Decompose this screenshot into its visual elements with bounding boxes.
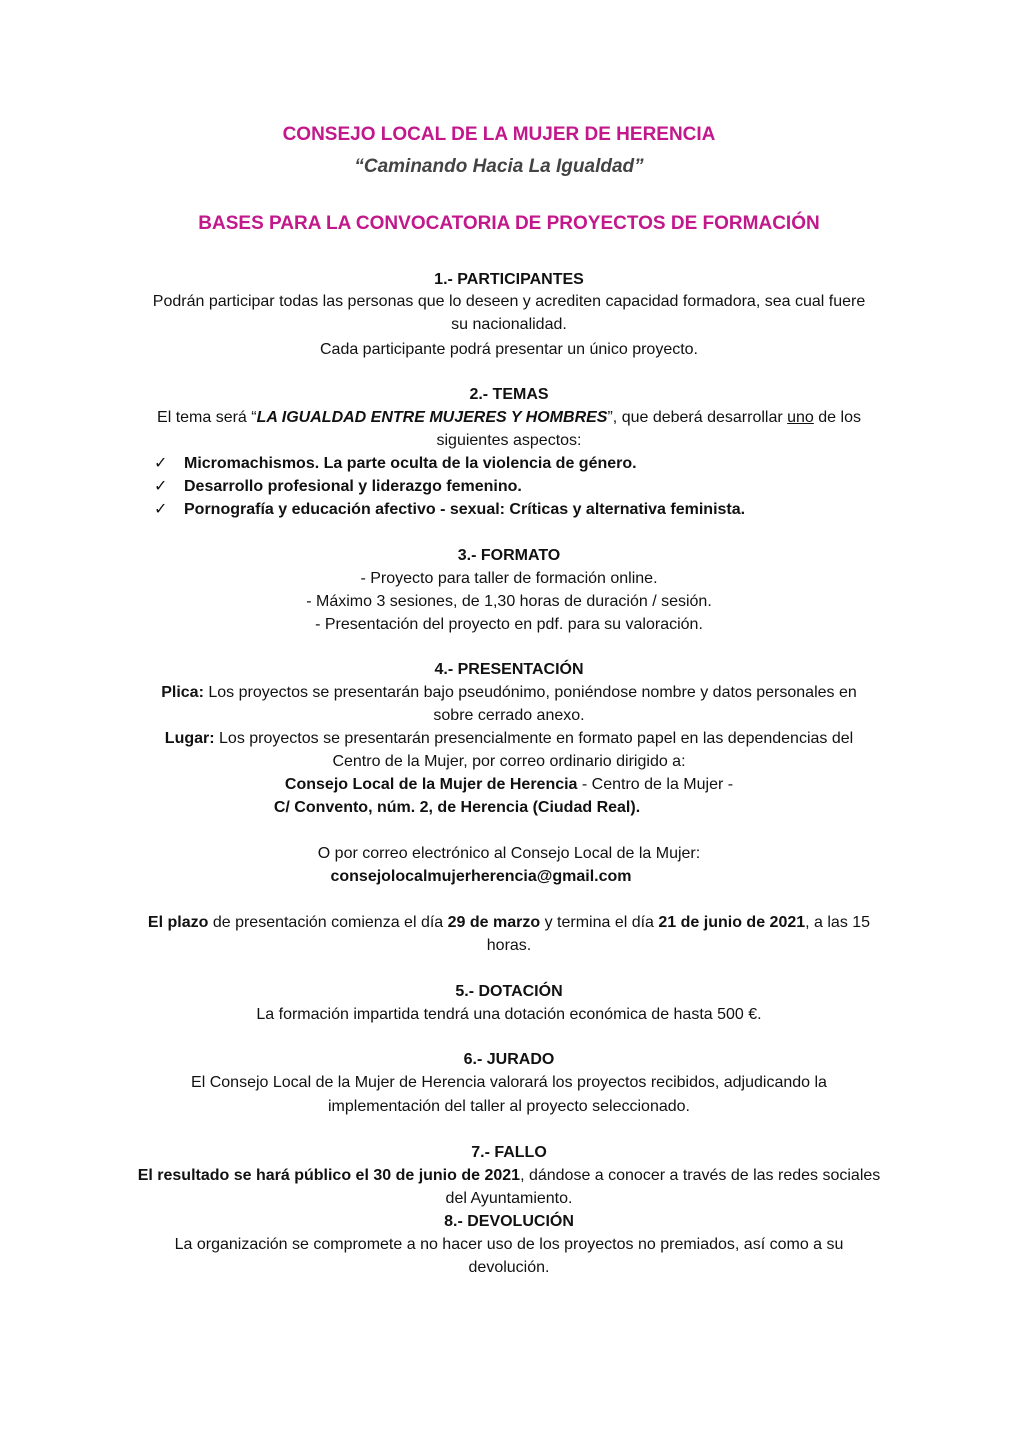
participantes-text-1: Podrán participar todas las personas que lo deseen y acrediten capacidad formadora, sea cual fuere — [152, 293, 866, 310]
address-bold: Consejo Local de la Mujer de Herencia — [284, 776, 578, 793]
temas-underlined: uno — [787, 409, 814, 426]
bullet-item — [154, 499, 745, 521]
jurado-text-2: implementación del taller al proyecto seleccionado. — [328, 1098, 690, 1115]
devolucion-text-2: devolución. — [468, 1259, 550, 1276]
temas-text-1 — [0, 407, 1018, 429]
address-line-1 — [0, 774, 1018, 796]
fallo-bold: El resultado se hará público el 30 de junio de 2021 — [137, 1167, 521, 1184]
section-heading-presentacion: 4.- PRESENTACIÓN — [434, 661, 584, 678]
plica-text-2: sobre cerrado anexo. — [433, 707, 585, 724]
check-icon: ✓ — [154, 455, 168, 472]
temas-theme: LA IGUALDAD ENTRE MUJERES Y HOMBRES — [256, 409, 608, 426]
email-address: consejolocalmujerherencia@gmail.com — [330, 868, 632, 885]
bullet-text: Pornografía y educación afectivo - sexual: Críticas y alternativa feminista. — [184, 501, 746, 518]
section-heading-dotacion: 5.- DOTACIÓN — [455, 983, 563, 1000]
organization-title: CONSEJO LOCAL DE LA MUJER DE HERENCIA — [282, 124, 716, 145]
section-heading-devolucion: 8.- DEVOLUCIÓN — [444, 1213, 574, 1230]
section-heading-formato: 3.- FORMATO — [457, 547, 561, 564]
plica-label: Plica: — [161, 684, 204, 701]
plica-text-1 — [0, 682, 1018, 704]
bullet-text: Micromachismos. La parte oculta de la violencia de género. — [184, 455, 637, 472]
document-title: BASES PARA LA CONVOCATORIA DE PROYECTOS DE FORMACIÓN — [198, 213, 820, 234]
lugar-label: Lugar: — [164, 730, 215, 747]
check-icon: ✓ — [154, 478, 168, 495]
email-intro: O por correo electrónico al Consejo Local de la Mujer: — [317, 845, 701, 862]
section-heading-temas: 2.- TEMAS — [469, 386, 549, 403]
section-heading-jurado: 6.- JURADO — [463, 1051, 555, 1068]
plazo-text: y termina el día — [540, 914, 659, 931]
lugar-text: Los proyectos se presentarán presencialmente en formato papel en las dependencias del — [214, 730, 854, 747]
bullet-item — [154, 476, 522, 498]
devolucion-text-1: La organización se compromete a no hacer uso de los proyectos no premiados, así como a su — [174, 1236, 844, 1253]
temas-text-2: siguientes aspectos: — [436, 432, 582, 449]
plazo-text-1 — [0, 912, 1018, 934]
formato-line: - Presentación del proyecto en pdf. para su valoración. — [315, 616, 703, 633]
plica-text: Los proyectos se presentarán bajo pseudónimo, poniéndose nombre y datos personales en — [203, 684, 857, 701]
participantes-text-3: Cada participante podrá presentar un único proyecto. — [319, 341, 698, 358]
jurado-text-1: El Consejo Local de la Mujer de Herencia valorará los proyectos recibidos, adjudicando la — [191, 1074, 827, 1091]
plazo-text-2: horas. — [486, 937, 532, 954]
motto: “Caminando Hacia La Igualdad” — [354, 156, 644, 177]
plazo-start-date: 29 de marzo — [447, 914, 541, 931]
lugar-text-2: Centro de la Mujer, por correo ordinario dirigido a: — [332, 753, 686, 770]
temas-mid: ”, que deberá desarrollar — [607, 409, 788, 426]
section-heading-fallo: 7.- FALLO — [471, 1144, 547, 1161]
plazo-end-date: 21 de junio de 2021 — [658, 914, 806, 931]
dotacion-text: La formación impartida tendrá una dotación económica de hasta 500 €. — [256, 1006, 762, 1023]
section-heading-participantes: 1.- PARTICIPANTES — [434, 271, 584, 288]
plazo-text: de presentación comienza el día — [208, 914, 448, 931]
formato-line: - Máximo 3 sesiones, de 1,30 horas de duración / sesión. — [306, 593, 712, 610]
lugar-text-1 — [0, 728, 1018, 750]
temas-post: de los — [813, 409, 861, 426]
bullet-text: Desarrollo profesional y liderazgo femenino. — [184, 478, 522, 495]
plazo-label: El plazo — [147, 914, 209, 931]
fallo-text-1 — [0, 1165, 1018, 1187]
address-rest: - Centro de la Mujer - — [577, 776, 734, 793]
bullet-item — [154, 453, 637, 475]
fallo-text-2: del Ayuntamiento. — [445, 1190, 573, 1207]
participantes-text-2: su nacionalidad. — [451, 316, 567, 333]
plazo-text: , a las 15 — [805, 914, 871, 931]
address-line-2: C/ Convento, núm. 2, de Herencia (Ciudad Real). — [273, 799, 641, 816]
check-icon: ✓ — [154, 501, 168, 518]
fallo-rest: , dándose a conocer a través de las redes sociales — [520, 1167, 881, 1184]
formato-line: - Proyecto para taller de formación online. — [360, 570, 658, 587]
temas-pre: El tema será “ — [157, 409, 257, 426]
